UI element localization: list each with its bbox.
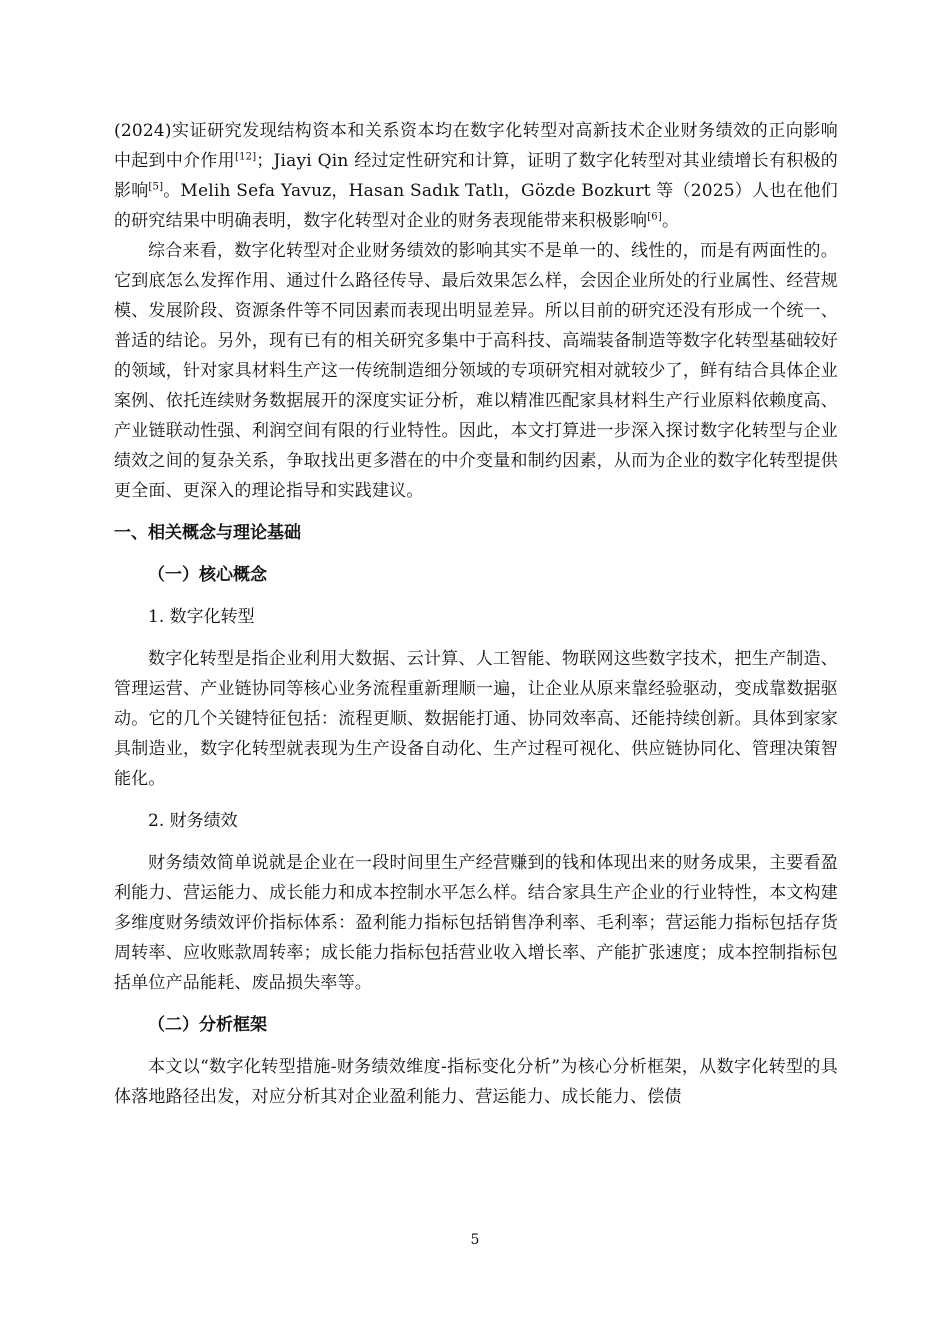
paragraph-digital-transformation: 数字化转型是指企业利用大数据、云计算、人工智能、物联网这些数字技术，把生产制造、管理运营、产业链协同等核心业务流程重新理顺一遍，让企业从原来靠经验驱动，变成靠数据驱动。它的几个关键特征包括：流程更顺、数据能打通、协同效率高、还能持续创新。具体到家家具制造业，数字化转型就表现为生产设备自动化、生产过程可视化、供应链协同化、管理决策智能化。 (114, 649, 838, 789)
paragraph-summary: 综合来看，数字化转型对企业财务绩效的影响其实不是单一的、线性的，而是有两面性的。它到底怎么发挥作用、通过什么路径传导、最后效果怎么样，会因企业所处的行业属性、经营规模、发展阶段、资源条件等不同因素而表现出明显差异。所以目前的研究还没有形成一个统一、普适的结论。另外，现有已有的相关研究多集中于高科技、高端装备制造等数字化转型基础较好的领域，针对家具材料生产这一传统制造细分领域的专项研究相对就较少了，鲜有结合具体企业案例、依托连续财务数据展开的深度实证分析，难以精准匹配家具材料生产行业原料依赖度高、产业链联动性强、利润空间有限的行业特性。因此，本文打算进一步深入探讨数字化转型与企业绩效之间的复杂关系，争取找出更多潜在的中介变量和制约因素，从而为企业的数字化转型提供更全面、更深入的理论指导和实践建议。 (114, 241, 838, 501)
item-heading: 2. 财务绩效 (148, 811, 238, 831)
spacer (114, 794, 838, 806)
paragraph-text: ；Jiayi Qin 经过定性研究和计算，证明了数字化转型对其业绩增长有积极的影响 (114, 151, 838, 201)
citation-marker: [6] (647, 211, 662, 223)
subsection-heading: （一）核心概念 (148, 565, 267, 585)
spacer (114, 836, 838, 848)
spacer (114, 632, 838, 644)
page-number: 5 (470, 1232, 480, 1248)
spacer (114, 998, 838, 1010)
spacer (114, 590, 838, 602)
paragraph-text: 。Melih Sefa Yavuz，Hasan Sadık Tatlı，Gözde Bozkurt 等（2025）人也在他们的研究结果中明确表明，数字化转型对企业的财务表现能带来积极影响 (114, 181, 838, 231)
spacer (114, 506, 838, 518)
paragraph-text: (2024)实证研究发现结构资本和关系资本均在数字化转型对高新技术企业财务绩效的正向影响中起到中介作用 (114, 121, 838, 171)
paragraph-financial-performance: 财务绩效简单说就是企业在一段时间里生产经营赚到的钱和体现出来的财务成果，主要看盈利能力、营运能力、成长能力和成本控制水平怎么样。结合家具生产企业的行业特性，本文构建多维度财务绩效评价指标体系：盈利能力指标包括销售净利率、毛利率；营运能力指标包括存货周转率、应收账款周转率；成长能力指标包括营业收入增长率、产能扩张速度；成本控制指标包括单位产品能耗、废品损失率等。 (114, 853, 838, 993)
paragraph-analysis-framework: 本文以“数字化转型措施-财务绩效维度-指标变化分析”为核心分析框架，从数字化转型的具体落地路径出发，对应分析其对企业盈利能力、营运能力、成长能力、偿债 (114, 1057, 838, 1107)
paragraph-text: 。 (661, 211, 680, 231)
subsection-heading: （二）分析框架 (148, 1015, 267, 1035)
section-heading: 一、相关概念与理论基础 (114, 523, 301, 543)
item-heading: 1. 数字化转型 (148, 607, 255, 627)
paragraph-literature-review (114, 116, 838, 236)
page-body (114, 116, 838, 1112)
spacer (114, 1040, 838, 1052)
spacer (114, 548, 838, 560)
citation-marker: [5] (148, 181, 164, 193)
citation-marker: [12] (234, 151, 257, 163)
